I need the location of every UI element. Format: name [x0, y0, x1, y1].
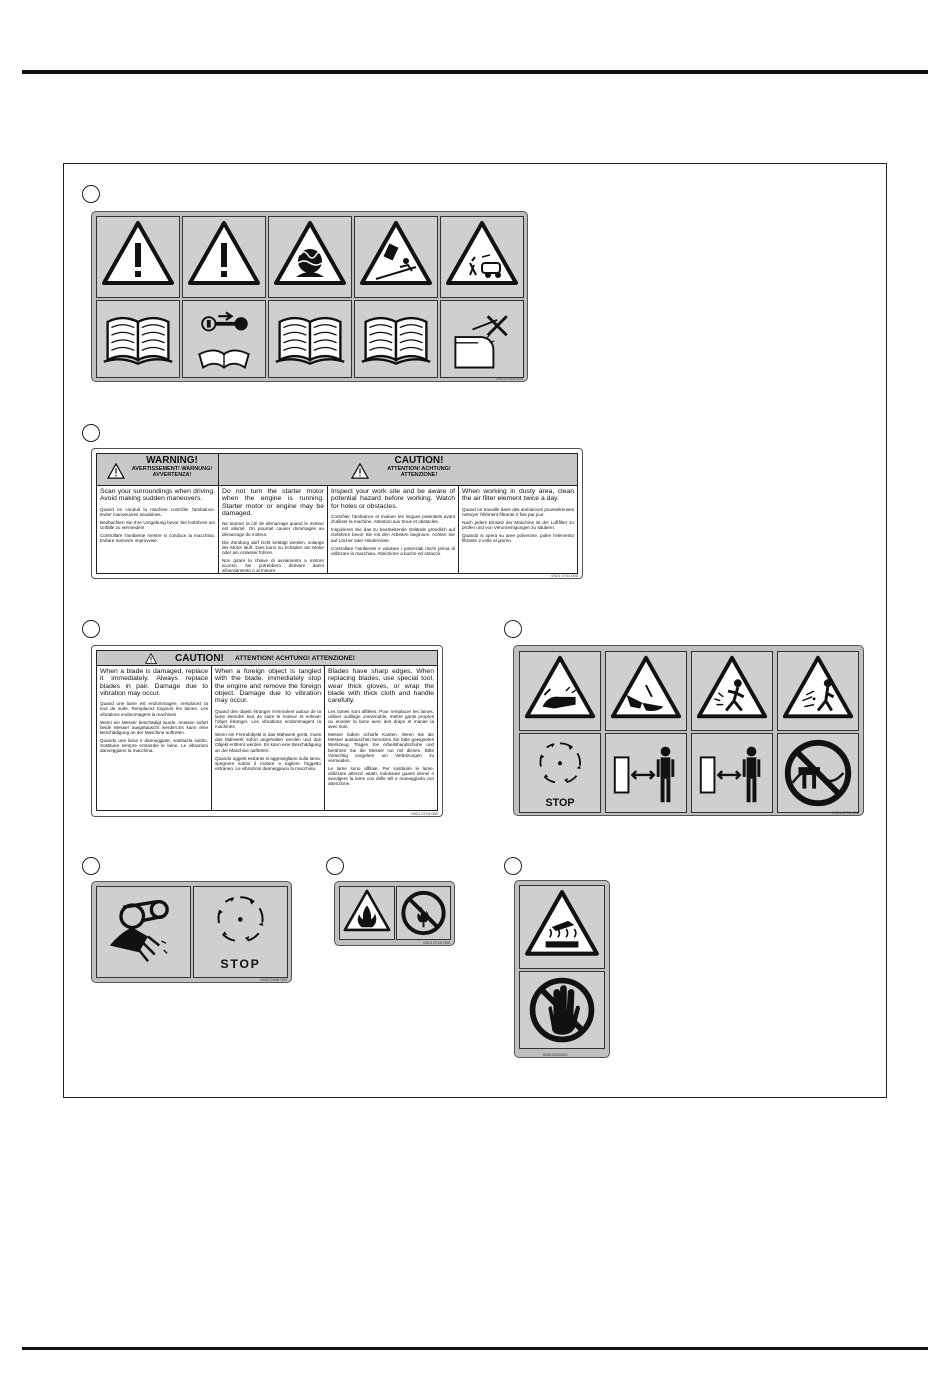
no-touch-hand-icon	[519, 971, 605, 1049]
text-column: Do not turn the starter motor when the engine is running. Starter motor or engine may be damaged. Ne tourner la clé de démarrage quand le moteur est allumé. On pourrait causer dommages au démarrage du moteur. Die Zündung darf nicht betätigt werden, solange der Motor läuft. Dies kann zu Schäden am Motor oder am Anlasser führen. Non girare la chiave di avviamento a motore acceso. Ne potrebbero derivare danni all'avviamento o al motore.	[219, 486, 328, 573]
no-touch-hot-surface-icon	[440, 300, 524, 378]
fire-hazard-icon	[339, 886, 395, 940]
keep-distance-icon	[605, 733, 687, 813]
warning-subtitle: AVERTISSEMENT! WARNUNG! AVVERTENZA!	[131, 466, 213, 478]
text-column: When a foreign object is tangled with the blade, immediately stop the engine and remove the foreign object. Damage due to vibration may occur. Quand des objets étranger s'enroulent autour de la lame éteindre tout de suite le moteur et enlever l'objet étranger. Les vibrations endommagent la machines Wenn ein Fremdobjekt in das Mähwerk gerät, muss das Mähwerk sofort angehalten werden und das Objekt entfernt werden. Es kann eine Beschädigung an der Maschine auftreten. Quando oggetti estranei si aggrovigliano sulla lama, spegnere subito il motore e togliere l'oggetto estraneo. Le vibrazioni danneggiano la macchina.	[212, 666, 325, 810]
part-number-label: 00612060000	[543, 1052, 568, 1057]
caution-title: CAUTION!	[394, 455, 444, 466]
part-number-label: 0921 0710 000	[423, 940, 450, 945]
decal-4-blade-pictograms	[513, 645, 864, 816]
callout-circle-4	[504, 620, 522, 638]
part-number-label: 0921 0710 000	[832, 810, 859, 815]
text-column: When working in dusty area, clean the air filter element twice a day. Quand on travaille dans des ambiances poussiéreuses nettoyer l'élément filtrante 2 fois par jour. Nach jedem Einsatz der Maschine ist der Luftfilter zu prüfen und von Verunreinigungen zu säubern. Quando si opera su aree polverose, pulire l'elemento filtrante 2 volte al giorno.	[462, 488, 574, 544]
warning-triangle-icon	[107, 463, 125, 479]
keep-distance-icon	[691, 733, 773, 813]
no-riding-slope-icon	[777, 733, 859, 813]
warning-title: WARNING!	[146, 455, 198, 466]
decal-3-blade-caution-text	[91, 645, 443, 817]
no-open-flame-icon	[396, 886, 451, 940]
rotating-blade-stop-icon	[519, 733, 601, 813]
manual-book-icon	[354, 300, 438, 378]
caution-header	[97, 651, 437, 666]
stop-label: STOP	[545, 797, 575, 810]
text-column: When a blade is damaged, replace it immediately. Always replace blades in pair. Damage due to vibration may occur. Quand une lame est endommagée, remplacez la tout de suite. Remplacez toujours les lames. Les vibrations endommagent la machines Wenn ein Messer beschädigt wurde, müssen sofort beide Messer ausgetauscht werden.Es kann eine Beschädigung an der Maschine auftreten. Quando une lama è danneggiate, sostituirla subito. Sostituire sempre entrambe le lame. Le vibrazioni danneggiano la macchina.	[97, 666, 212, 810]
callout-circle-3	[82, 620, 100, 638]
part-number-label: 0921 0710 000	[411, 811, 438, 816]
decal-1-warning-pictograms	[91, 211, 528, 382]
caution-title: CAUTION!	[175, 653, 224, 664]
text-column: Blades have sharp edges. When replacing blades, use special tool, wear thick gloves, or wrap the blade with thick cloth and handle carefully. Les lames sont affilées. Pour remplacer les lames, utiliser outillage convenable, mettre gants propres ou envoler la lame avec des draps et manier la avec soin. Messer haben scharfe Kanten. Wenn Sie die Messer austauschen benutzen Sie bitte geeignetes Werkzeug. Tragen Sie Arbeitshandschuhe und berühren Sie die Messer nur mit diesen. Bitte Vorsichtig vorgehen um Verletzungen zu vermeiden. Le lame sono affilate. Per sostituire le lame, utilizzare attrezzi adatti, indossare guanti idonei o avvolgere la lame con delle teli e maneggiarla con attenzione.	[328, 668, 434, 787]
callout-circle-5	[82, 857, 100, 875]
warning-triangle-icon	[182, 216, 266, 298]
hot-surface-icon	[519, 885, 605, 969]
warning-triangle-icon	[145, 653, 157, 664]
thrown-object-icon	[440, 216, 524, 298]
caution-subtitle: ATTENTION! ACHTUNG! ATTENZIONE!	[387, 466, 451, 478]
text-column: Inspect your work site and be aware of potential hazard before working. Watch for holes or obstacles. Contrôler l'ambiance et évaluer les risques potentiels avant d'utiliser la machine. Attention aux trous et obstacles. Inspizieren Sie das zu bearbeitende Gelände gründlich auf Gefahren bevor Sie mit den Arbeiten beginnen. Achten Sie auf Löcher oder Hindernisse. Controllare l'ambiente e valutare i potenziali rischi prima di utilizzare la macchina. Attenzione a buche ed ostacoli.	[328, 486, 459, 573]
manual-book-icon	[96, 300, 180, 378]
thrown-object-person-icon	[691, 651, 773, 731]
toxic-fumes-icon	[268, 216, 352, 298]
decal-5-belt-blade-pictograms	[91, 881, 292, 983]
hand-cut-hazard-icon	[519, 651, 601, 731]
callout-circle-7	[504, 857, 522, 875]
decal-6-fire-pictograms	[334, 881, 455, 946]
caution-header	[219, 454, 577, 486]
part-number-label: 0920 0408 000	[260, 977, 287, 982]
bottom-rule	[22, 1347, 928, 1350]
warning-triangle-icon	[96, 216, 180, 298]
part-number-label: 0921 0741 000	[551, 573, 578, 578]
callout-circle-1	[82, 185, 100, 203]
belt-entanglement-icon	[96, 886, 191, 978]
top-rule	[22, 70, 928, 74]
key-remove-manual-icon	[182, 300, 266, 378]
warning-triangle-icon	[351, 463, 369, 479]
manual-book-icon	[268, 300, 352, 378]
callout-circle-6	[326, 857, 344, 875]
hand-blade-hazard-icon	[605, 651, 687, 731]
rollover-slope-icon	[354, 216, 438, 298]
decal-7-hot-surface-pictograms	[514, 880, 610, 1058]
text-column: Scan your surroundings when driving. Avoid making sudden maneuvers. Quand on conduit la machine contrôler l'ambiance. Eviter manoeuvres soudaines. Beobachten Sie Ihre Umgebung bevor Sie losfahren um Unfälle zu vermeiden! Controllare l'ambiente mentre si conduce la macchina. Evitare manovre improvvise.	[97, 486, 219, 573]
caution-subtitle: ATTENTION! ACHTUNG! ATTENZIONE!	[235, 655, 355, 662]
callout-circle-2	[82, 424, 100, 442]
decal-2-warning-caution-text	[91, 448, 583, 579]
thrown-debris-icon	[777, 651, 859, 731]
part-number-label: 0921 0310 000	[496, 376, 523, 381]
warning-header	[97, 454, 219, 486]
rotating-blade-stop-icon	[193, 886, 288, 978]
stop-label: STOP	[220, 957, 261, 971]
